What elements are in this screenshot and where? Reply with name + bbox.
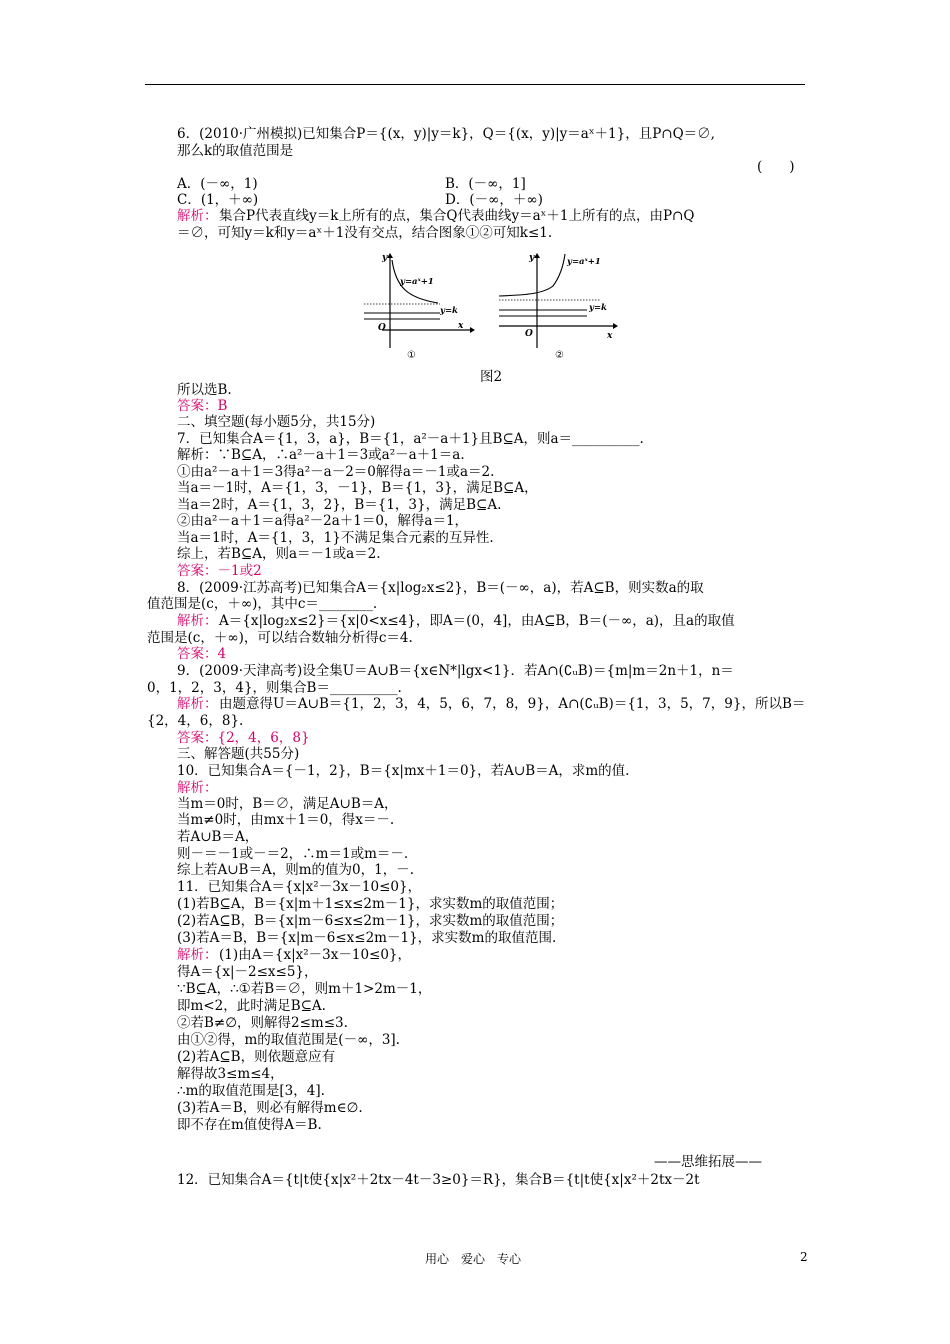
curve-label: y=aˣ+1 — [567, 257, 601, 267]
q11-part3: (3)若A＝B，B＝{x|m－6≤x≤2m－1}，求实数m的取值范围. — [177, 930, 557, 946]
q8-statement-line2: 值范围是(c，＋∞)，其中c＝________. — [147, 596, 378, 612]
panel-1-mark: ① — [407, 350, 416, 361]
origin-label: O — [378, 323, 386, 333]
q8-answer: 答案：4 — [177, 646, 227, 662]
q11-solution-line1: (1)由A＝{x|x²－3x－10≤0}， — [219, 947, 412, 963]
q9-answer: 答案：{2，4，6，8} — [177, 730, 310, 746]
figure-caption: 图2 — [480, 369, 503, 385]
q8-solution-line1: A＝{x|log₂x≤2}＝{x|0<x≤4}，即A＝(0，4]，由A⊆B，B＝(－∞，a)，且a的取值 — [219, 613, 735, 629]
q8-solution-label: 解析： — [177, 613, 218, 629]
y-axis-label: y — [382, 253, 388, 263]
q10-solution-label: 解析： — [177, 780, 218, 796]
q6-solution-label: 解析： — [177, 208, 218, 224]
q7-answer: 答案：－1或2 — [177, 563, 262, 579]
q11-solution-line5: ②若B≠∅，则解得2≤m≤3. — [177, 1015, 348, 1031]
q11-solution-line3: ∵B⊆A，∴①若B＝∅，则m＋1>2m－1， — [177, 981, 432, 997]
q11-part2: (2)若A⊆B，B＝{x|m－6≤x≤2m－1}，求实数m的取值范围； — [177, 913, 564, 929]
x-axis-label: x — [458, 321, 464, 331]
q7-statement: 7．已知集合A＝{1，3，a}，B＝{1，a²－a＋1}且B⊆A，则a＝__________. — [177, 431, 644, 447]
q9-statement-line2: 0，1，2，3，4}，则集合B＝__________. — [147, 680, 402, 696]
q9-solution-line1: 由题意得U＝A∪B＝{1，2，3，4，5，6，7，8，9}，A∩(∁ᵤB)＝{1，3，5，7，9}，所以B＝ — [219, 696, 806, 712]
q11-solution-line6: 由①②得，m的取值范围是(－∞，3]. — [177, 1032, 400, 1048]
q6-option-d: D．(－∞，＋∞) — [445, 192, 543, 208]
q9-solution-label: 解析： — [177, 696, 218, 712]
y-axis-arrow — [534, 253, 540, 258]
q7-solution-line1: 解析：∵B⊆A，∴a²－a＋1＝3或a²－a＋1＝a. — [177, 447, 465, 463]
q10-solution-line5: 综上若A∪B＝A，则m的值为0，1，－. — [177, 862, 415, 878]
q11-solution-line8: 解得故3≤m≤4， — [177, 1066, 284, 1082]
graph-panel-2 — [495, 248, 620, 363]
q10-statement: 10．已知集合A＝{－1，2}，B＝{x|mx＋1＝0}，若A∪B＝A，求m的值. — [177, 763, 630, 779]
q11-solution-line2: 得A＝{x|－2≤x≤5}， — [177, 964, 318, 980]
section-extension-heading: ——思维拓展—— — [654, 1154, 762, 1170]
q6-conclusion: 所以选B. — [177, 382, 232, 398]
x-axis-arrow — [470, 327, 475, 333]
q10-solution-line4: 则－＝－1或－＝2，∴m＝1或m＝－. — [177, 846, 409, 862]
q11-part1: (1)若B⊆A，B＝{x|m＋1≤x≤2m－1}，求实数m的取值范围； — [177, 896, 564, 912]
q7-solution-line2: ①由a²－a＋1＝3得a²－a－2＝0解得a＝－1或a＝2. — [177, 464, 495, 480]
q6-option-a: A．(－∞，1) — [177, 176, 258, 192]
header-rule — [145, 84, 805, 85]
q11-statement: 11．已知集合A＝{x|x²－3x－10≤0}， — [177, 879, 422, 895]
panel-2-mark: ② — [555, 350, 564, 361]
q9-solution-line2: {2，4，6，8}. — [147, 713, 244, 729]
q6-option-c: C．(1，＋∞) — [177, 192, 259, 208]
x-axis-label: x — [607, 331, 613, 341]
q10-solution-line1: 当m＝0时，B＝∅，满足A∪B＝A， — [177, 796, 398, 812]
line-label: y=k — [440, 306, 458, 316]
q12-statement: 12．已知集合A＝{t|t使{x|x²＋2tx－4t－3≥0}＝R}，集合B＝{t|t使{x|x²＋2tx－2t — [177, 1172, 700, 1188]
q6-line1: 6．(2010·广州模拟)已知集合P＝{(x，y)|y＝k}，Q＝{(x，y)|y＝aˣ＋1}，且P∩Q＝∅, — [177, 126, 715, 142]
q6-solution-line2: ＝∅，可知y＝k和y＝aˣ＋1没有交点，结合图象①②可知k≤1. — [177, 225, 553, 241]
page-number: 2 — [800, 1250, 808, 1264]
q7-solution-line6: 当a＝1时，A＝{1，3，1}不满足集合元素的互异性. — [177, 530, 494, 546]
q10-solution-line2: 当m≠0时，由mx＋1＝0，得x＝－. — [177, 812, 395, 828]
q11-solution-line10: (3)若A＝B，则必有解得m∈∅. — [177, 1100, 363, 1116]
q11-solution-line4: 即m<2，此时满足B⊆A. — [177, 998, 326, 1014]
y-axis-arrow — [387, 253, 393, 258]
q11-solution-line9: ∴m的取值范围是[3，4]. — [177, 1083, 325, 1099]
q8-statement-line1: 8．(2009·江苏高考)已知集合A＝{x|log₂x≤2}，B＝(－∞，a)，若A⊆B，则实数a的取 — [177, 580, 704, 596]
footer-motto: 用心 爱心 专心 — [425, 1252, 522, 1266]
q11-solution-line11: 即不存在m值使得A＝B. — [177, 1117, 322, 1133]
graph-panel-1 — [360, 248, 475, 363]
section-2-heading: 二、填空题(每小题5分，共15分) — [177, 414, 376, 430]
q7-solution-line4: 当a＝2时，A＝{1，3，2}，B＝{1，3}，满足B⊆A. — [177, 497, 502, 513]
q6-answer-bracket: ( ) — [757, 159, 795, 175]
q10-solution-line3: 若A∪B＝A， — [177, 829, 259, 845]
q11-solution-line7: (2)若A⊆B，则依题意应有 — [177, 1049, 336, 1065]
x-axis-arrow — [613, 323, 618, 329]
q9-statement-line1: 9．(2009·天津高考)设全集U＝A∪B＝{x∈N*|lgx<1}．若A∩(∁ᵤB)＝{m|m＝2n＋1，n＝ — [177, 663, 734, 679]
q6-answer: 答案：B — [177, 398, 228, 414]
y-axis-label: y — [529, 253, 535, 263]
q6-solution-line1: 集合P代表直线y＝k上所有的点，集合Q代表曲线y＝aˣ＋1上所有的点，由P∩Q — [219, 208, 695, 224]
curve-label: y=aˣ+1 — [400, 277, 434, 287]
line-label: y=k — [589, 303, 607, 313]
section-3-heading: 三、解答题(共55分) — [177, 746, 300, 762]
q6-line2: 那么k的取值范围是 — [177, 143, 294, 159]
q6-option-b: B．(－∞，1] — [445, 176, 526, 192]
q11-solution-label: 解析： — [177, 947, 218, 963]
origin-label: O — [525, 329, 533, 339]
q8-solution-line2: 范围是(c，＋∞)，可以结合数轴分析得c＝4. — [147, 630, 413, 646]
q7-solution-line5: ②由a²－a＋1＝a得a²－2a＋1＝0，解得a＝1， — [177, 513, 469, 529]
q7-solution-line7: 综上，若B⊆A，则a＝－1或a＝2. — [177, 546, 381, 562]
q7-solution-line3: 当a＝－1时，A＝{1，3，－1}，B＝{1，3}，满足B⊆A， — [177, 480, 538, 496]
